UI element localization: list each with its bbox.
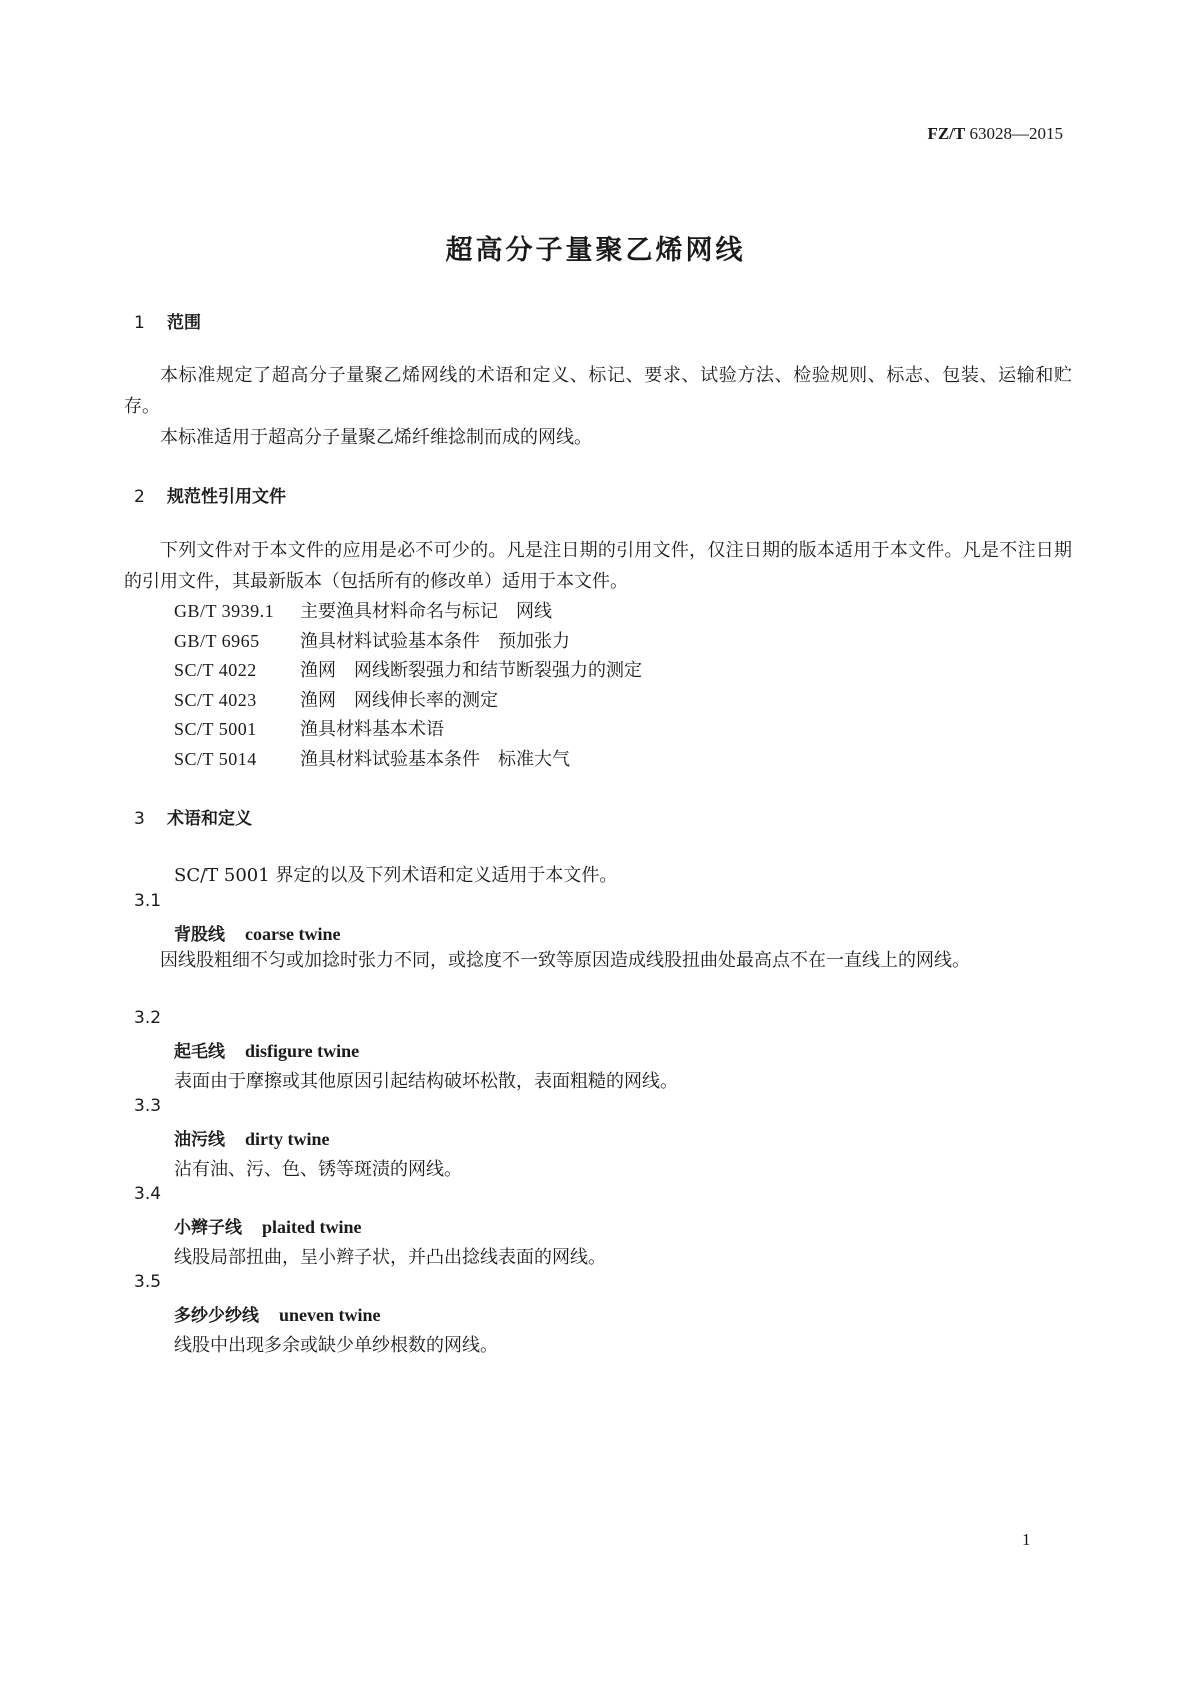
document-title: 超高分子量聚乙烯网线 [445, 235, 746, 266]
section-1-body [124, 360, 1072, 453]
section-title: 范围 [167, 313, 201, 333]
term-heading [174, 1037, 359, 1062]
reference-title: 渔网 网线伸长率的测定 [300, 690, 498, 711]
standard-number [927, 124, 1063, 144]
term-number: 3.5 [134, 1272, 162, 1292]
section-number: 1 [134, 313, 145, 333]
reference-title: 渔具材料试验基本条件 预加张力 [300, 631, 570, 652]
term-number: 3.4 [134, 1184, 162, 1204]
reference-title: 渔具材料基本术语 [300, 719, 444, 740]
term-en: plaited twine [262, 1217, 362, 1237]
reference-title: 渔网 网线断裂强力和结节断裂强力的测定 [300, 660, 642, 681]
term-definition: 沾有油、污、色、锈等斑渍的网线。 [174, 1159, 462, 1180]
paragraph: 本标准适用于超高分子量聚乙烯纤维捻制而成的网线。 [160, 427, 592, 448]
term-en: disfigure twine [245, 1041, 360, 1061]
section-2-heading [134, 482, 286, 507]
reference-item [174, 627, 570, 653]
reference-item [174, 597, 552, 623]
reference-item [174, 715, 444, 741]
term-en: coarse twine [245, 924, 341, 944]
term-en: uneven twine [279, 1305, 381, 1325]
reference-code: SC/T 4022 [174, 660, 257, 680]
term-zh: 背股线 [174, 925, 225, 945]
section-title: 术语和定义 [167, 809, 252, 829]
paragraph: 本标准规定了超高分子量聚乙烯网线的术语和定义、标记、要求、试验方法、检验规则、标志、包装、运输和贮存。 [124, 365, 1072, 417]
term-heading [174, 1213, 362, 1238]
standard-code: 63028—2015 [969, 124, 1063, 143]
reference-title: 渔具材料试验基本条件 标准大气 [300, 749, 570, 770]
term-number: 3.1 [134, 891, 162, 911]
reference-item [174, 656, 642, 682]
term-definition: 表面由于摩擦或其他原因引起结构破坏松散，表面粗糙的网线。 [174, 1071, 678, 1092]
term-number: 3.2 [134, 1008, 162, 1028]
section-2-intro [124, 535, 1072, 597]
reference-item [174, 686, 498, 712]
section-3-intro: SC/T 5001 界定的以及下列术语和定义适用于本文件。 [174, 865, 618, 886]
reference-code: GB/T 3939.1 [174, 601, 275, 621]
reference-title: 主要渔具材料命名与标记 网线 [300, 601, 552, 622]
standard-prefix: FZ/T [927, 124, 966, 143]
term-en: dirty twine [245, 1129, 330, 1149]
reference-code: GB/T 6965 [174, 631, 260, 651]
term-zh: 多纱少纱线 [174, 1306, 259, 1326]
term-heading [174, 1125, 330, 1150]
reference-code: SC/T 4023 [174, 690, 257, 710]
section-number: 2 [134, 487, 145, 507]
paragraph: 因线股粗细不匀或加捻时张力不同，或捻度不一致等原因造成线股扭曲处最高点不在一直线上的网线。 [160, 950, 970, 971]
term-number: 3.3 [134, 1096, 162, 1116]
term-zh: 小辫子线 [174, 1218, 242, 1238]
term-heading [174, 1301, 381, 1326]
term-definition: 线股局部扭曲，呈小辫子状，并凸出捻线表面的网线。 [174, 1247, 606, 1268]
term-zh: 油污线 [174, 1130, 225, 1150]
term-definition: 线股中出现多余或缺少单纱根数的网线。 [174, 1335, 498, 1356]
reference-item [174, 745, 570, 771]
term-definition [124, 945, 1072, 976]
page-number: 1 [1022, 1530, 1031, 1549]
section-1-heading [134, 308, 201, 333]
reference-code: SC/T 5001 [174, 719, 257, 739]
section-3-heading [134, 804, 252, 829]
reference-code: SC/T 5014 [174, 749, 257, 769]
section-number: 3 [134, 809, 145, 829]
section-title: 规范性引用文件 [167, 487, 286, 507]
paragraph: 下列文件对于本文件的应用是必不可少的。凡是注日期的引用文件，仅注日期的版本适用于本文件。凡是不注日期的引用文件，其最新版本（包括所有的修改单）适用于本文件。 [124, 540, 1072, 592]
term-zh: 起毛线 [174, 1042, 225, 1062]
term-heading [174, 920, 340, 945]
